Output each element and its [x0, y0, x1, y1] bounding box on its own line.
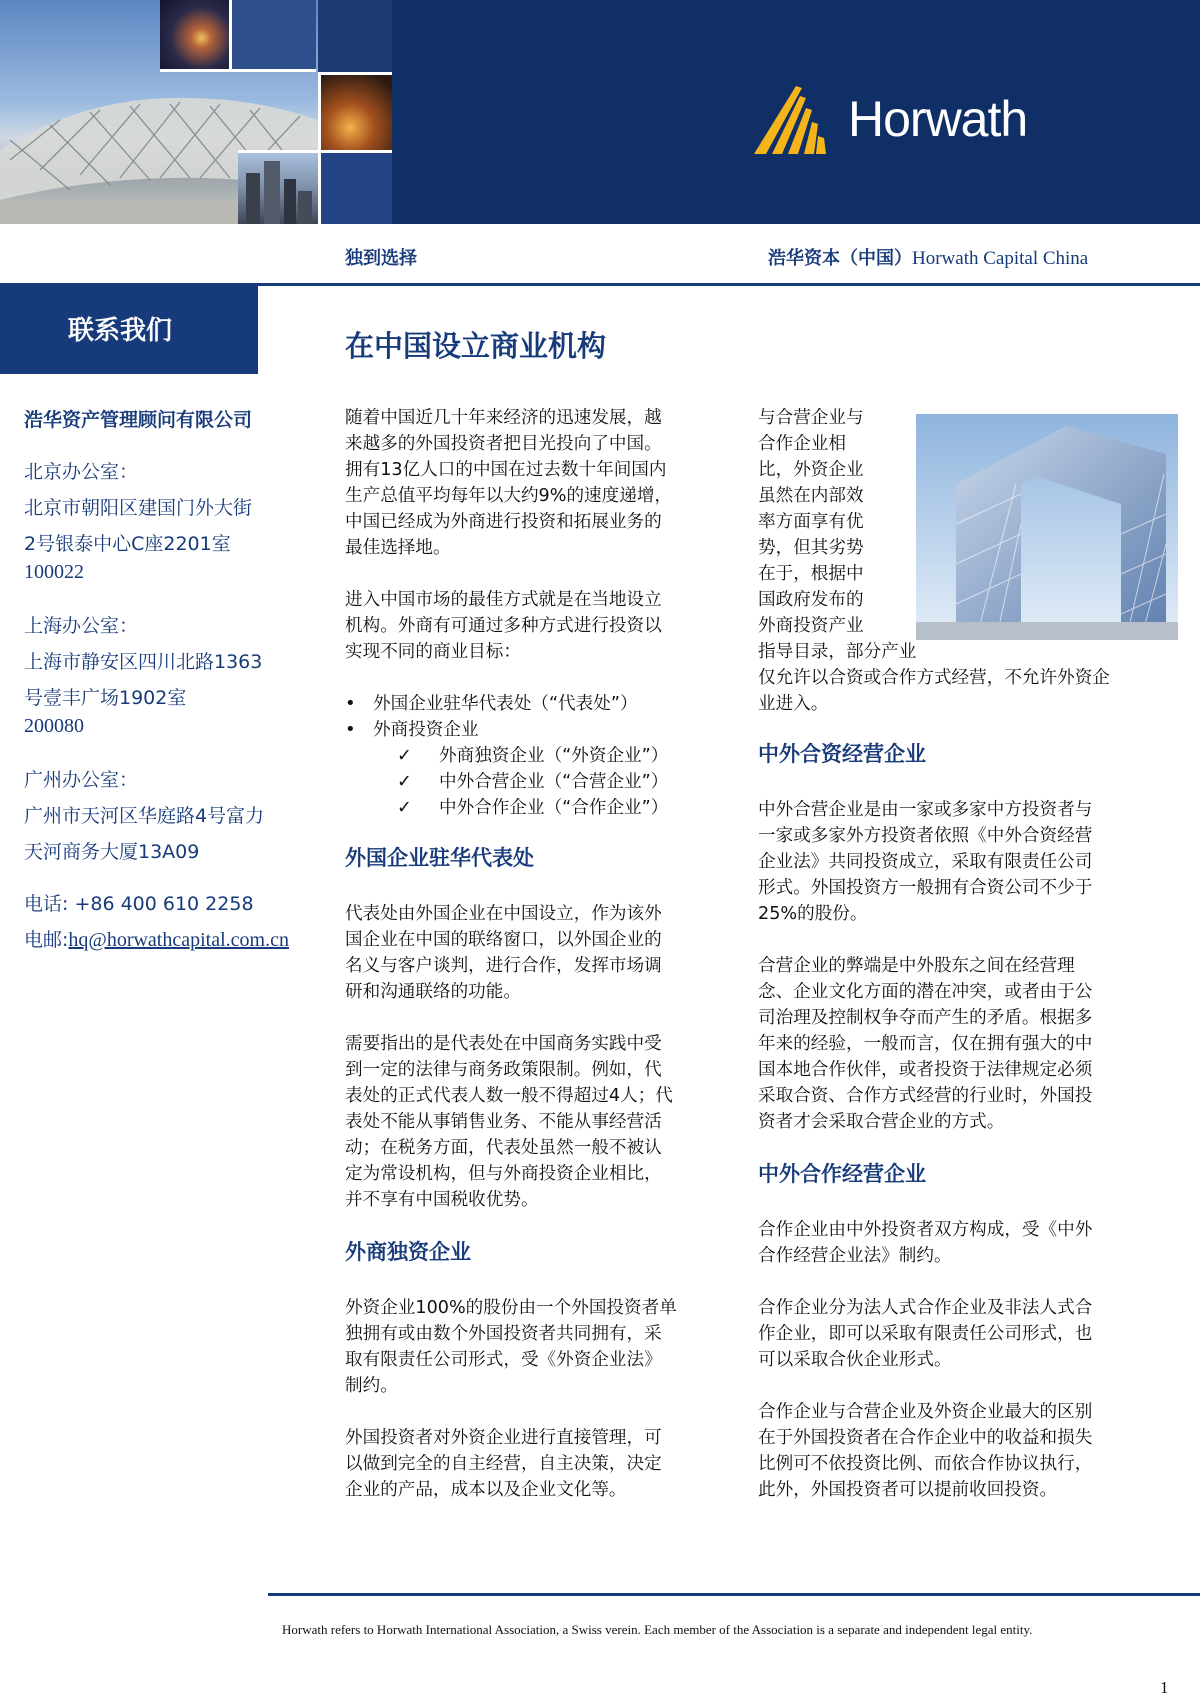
paragraph-line: 实现不同的商业目标：: [345, 642, 521, 662]
paragraph-line: 国政府发布的: [758, 590, 864, 610]
list-item-text: 外国企业驻华代表处（“代表处”）: [373, 694, 638, 714]
paragraph-line: 作企业，即可以采取有限责任公司形式，也: [758, 1324, 1093, 1344]
paragraph-line: 在于，根据中: [758, 564, 864, 584]
company-name-cn: 浩华资本（中国）: [768, 248, 912, 269]
page-number: 1: [1160, 1678, 1169, 1697]
paragraph-line: 进入中国市场的最佳方式就是在当地设立: [345, 590, 662, 610]
towers-photo: [238, 150, 318, 224]
photo-tile: [318, 150, 392, 224]
office-postcode: 200080: [24, 715, 84, 737]
paragraph-line: 此外，外国投资者可以提前收回投资。: [758, 1480, 1058, 1500]
paragraph-line: 外国投资者对外资企业进行直接管理，可: [345, 1428, 662, 1448]
section-heading-rep-office: 外国企业驻华代表处: [345, 846, 534, 870]
paragraph-line: 中国已经成为外商进行投资和拓展业务的: [345, 512, 662, 532]
paragraph-line: 外商投资产业: [758, 616, 864, 636]
office-label-beijing: 北京办公室：: [24, 461, 139, 483]
header-photo-collage: [0, 0, 392, 224]
section-heading-ejv: 中外合资经营企业: [758, 742, 926, 766]
page-title: 在中国设立商业机构: [345, 329, 607, 363]
office-address-line: 2号银泰中心C座2201室: [24, 533, 231, 555]
company-line: [768, 244, 1088, 270]
checkmark-icon: ✓: [397, 798, 412, 818]
paragraph-line: 指导目录，部分产业: [758, 642, 917, 662]
footer-disclaimer: Horwath refers to Horwath International Association, a Swiss verein. Each member of the Association is a separate and independent legal entity.: [282, 1622, 1033, 1637]
paragraph-line: 需要指出的是代表处在中国商务实践中受: [345, 1034, 662, 1054]
office-address-line: 广州市天河区华庭路4号富力: [24, 805, 265, 827]
list-item-text: 中外合营企业（“合营企业”）: [439, 772, 669, 792]
company-name-en: Horwath Capital China: [912, 248, 1089, 269]
email-label: 电邮:: [24, 929, 69, 951]
paragraph-line: 合作企业与合营企业及外资企业最大的区别: [758, 1402, 1093, 1422]
paragraph-line: 合作企业由中外投资者双方构成，受《中外: [758, 1220, 1093, 1240]
paragraph-line: 仅允许以合资或合作方式经营，不允许外资企: [758, 668, 1110, 688]
paragraph-line: 业进入。: [758, 694, 829, 714]
paragraph-line: 独拥有或由数个外国投资者共同拥有，采: [345, 1324, 662, 1344]
paragraph-line: 合营企业的弊端是中外股东之间在经营理: [758, 956, 1075, 976]
paragraph-line: 代表处由外国企业在中国设立，作为该外: [345, 904, 662, 924]
photo-tile: [232, 0, 316, 72]
bullet-icon: •: [345, 693, 356, 714]
paragraph-line: 司治理及控制权争夺而产生的矛盾。根据多: [758, 1008, 1093, 1028]
paragraph-line: 机构。外商有可通过多种方式进行投资以: [345, 616, 662, 636]
paragraph-line: 在于外国投资者在合作企业中的收益和损失: [758, 1428, 1093, 1448]
night-city-photo: [160, 0, 232, 72]
paragraph-line: 生产总值平均每年以大约9%的速度递增，: [345, 486, 673, 506]
list-item-text: 外商独资企业（“外资企业”）: [439, 746, 669, 766]
bullet-icon: •: [345, 719, 356, 740]
list-item-text: 中外合作企业（“合作企业”）: [439, 798, 669, 818]
contact-tab-title: 联系我们: [68, 316, 173, 346]
paragraph-line: 年来的经验，一般而言，仅在拥有强大的中: [758, 1034, 1093, 1054]
office-label-guangzhou: 广州办公室：: [24, 769, 139, 791]
checkmark-icon: ✓: [397, 746, 412, 766]
paragraph-line: 拥有13亿人口的中国在过去数十年间国内: [345, 460, 667, 480]
email-row: [24, 925, 289, 952]
email-link[interactable]: hq@horwathcapital.com.cn: [68, 929, 289, 951]
paragraph-line: 到一定的法律与商务政策限制。例如，代: [345, 1060, 662, 1080]
sidebar-company-name: 浩华资产管理顾问有限公司: [24, 409, 253, 431]
paragraph-line: 取有限责任公司形式，受《外资企业法》: [345, 1350, 662, 1370]
paragraph-line: 并不享有中国税收优势。: [345, 1190, 539, 1210]
paragraph-line: 中外合营企业是由一家或多家中方投资者与: [758, 800, 1093, 820]
logo-text: Horwath: [848, 91, 1028, 147]
paragraph-line: 比，外资企业: [758, 460, 864, 480]
paragraph-line: 来越多的外国投资者把目光投向了中国。: [345, 434, 662, 454]
sunset-photo: [318, 72, 392, 150]
footer-divider: [268, 1593, 1200, 1596]
paragraph-line: 与合营企业与: [758, 408, 864, 428]
paragraph-line: 念、企业文化方面的潜在冲突，或者由于公: [758, 982, 1093, 1002]
paragraph-line: 虽然在内部效: [758, 486, 864, 506]
paragraph-line: 合作经营企业法》制约。: [758, 1246, 952, 1266]
paragraph-line: 企业的产品，成本以及企业文化等。: [345, 1480, 627, 1500]
office-address-line: 天河商务大厦13A09: [24, 841, 200, 863]
divider: [0, 372, 258, 374]
paragraph-line: 国本地合作伙伴，或者投资于法律规定必须: [758, 1060, 1093, 1080]
office-address-line: 号壹丰广场1902室: [24, 687, 187, 709]
paragraph-line: 表处不能从事销售业务、不能从事经营活: [345, 1112, 662, 1132]
paragraph-line: 势，但其劣势: [758, 538, 864, 558]
paragraph-line: 外资企业100%的股份由一个外国投资者单: [345, 1298, 677, 1318]
paragraph-line: 以做到完全的自主经营，自主决策，决定: [345, 1454, 662, 1474]
office-address-line: 上海市静安区四川北路1363: [24, 651, 263, 673]
list-item-text: 外商投资企业: [373, 720, 479, 740]
office-postcode: 100022: [24, 561, 84, 583]
tagline: 独到选择: [345, 248, 417, 269]
paragraph-line: 合作企业相: [758, 434, 846, 454]
paragraph-line: 制约。: [345, 1376, 398, 1396]
phone: 电话: +86 400 610 2258: [24, 893, 254, 915]
paragraph-line: 名义与客户谈判，进行合作，发挥市场调: [345, 956, 662, 976]
paragraph-line: 随着中国近几十年来经济的迅速发展，越: [345, 408, 662, 428]
paragraph-line: 定为常设机构，但与外商投资企业相比，: [345, 1164, 662, 1184]
section-heading-cjv: 中外合作经营企业: [758, 1162, 926, 1186]
paragraph-line: 采取合资、合作方式经营的行业时，外国投: [758, 1086, 1093, 1106]
paragraph-line: 形式。外国投资方一般拥有合资公司不少于: [758, 878, 1093, 898]
horwath-logo[interactable]: [752, 82, 1042, 158]
horwath-sail-icon: [752, 82, 844, 158]
paragraph-line: 研和沟通联络的功能。: [345, 982, 521, 1002]
paragraph-line: 比例可不依投资比例、而依合作协议执行，: [758, 1454, 1093, 1474]
paragraph-line: 一家或多家外方投资者依照《中外合资经营: [758, 826, 1093, 846]
paragraph-line: 可以采取合伙企业形式。: [758, 1350, 952, 1370]
paragraph-line: 动；在税务方面，代表处虽然一般不被认: [345, 1138, 662, 1158]
paragraph-line: 率方面享有优: [758, 512, 864, 532]
paragraph-line: 合作企业分为法人式合作企业及非法人式合: [758, 1298, 1093, 1318]
photo-tile: [318, 0, 392, 72]
paragraph-line: 资者才会采取合营企业的方式。: [758, 1112, 1005, 1132]
page-header: [0, 0, 1200, 224]
paragraph-line: 25%的股份。: [758, 904, 868, 924]
section-heading-wfoe: 外商独资企业: [345, 1240, 471, 1264]
paragraph-line: 表处的正式代表人数一般不得超过4人；代: [345, 1086, 673, 1106]
contact-tab: [0, 286, 258, 372]
checkmark-icon: ✓: [397, 772, 412, 792]
office-label-shanghai: 上海办公室：: [24, 615, 139, 637]
paragraph-line: 国企业在中国的联络窗口，以外国企业的: [345, 930, 662, 950]
cctv-building-photo: [916, 414, 1178, 640]
office-address-line: 北京市朝阳区建国门外大街: [24, 497, 253, 519]
paragraph-line: 最佳选择地。: [345, 538, 451, 558]
paragraph-line: 企业法》共同投资成立，采取有限责任公司: [758, 852, 1093, 872]
